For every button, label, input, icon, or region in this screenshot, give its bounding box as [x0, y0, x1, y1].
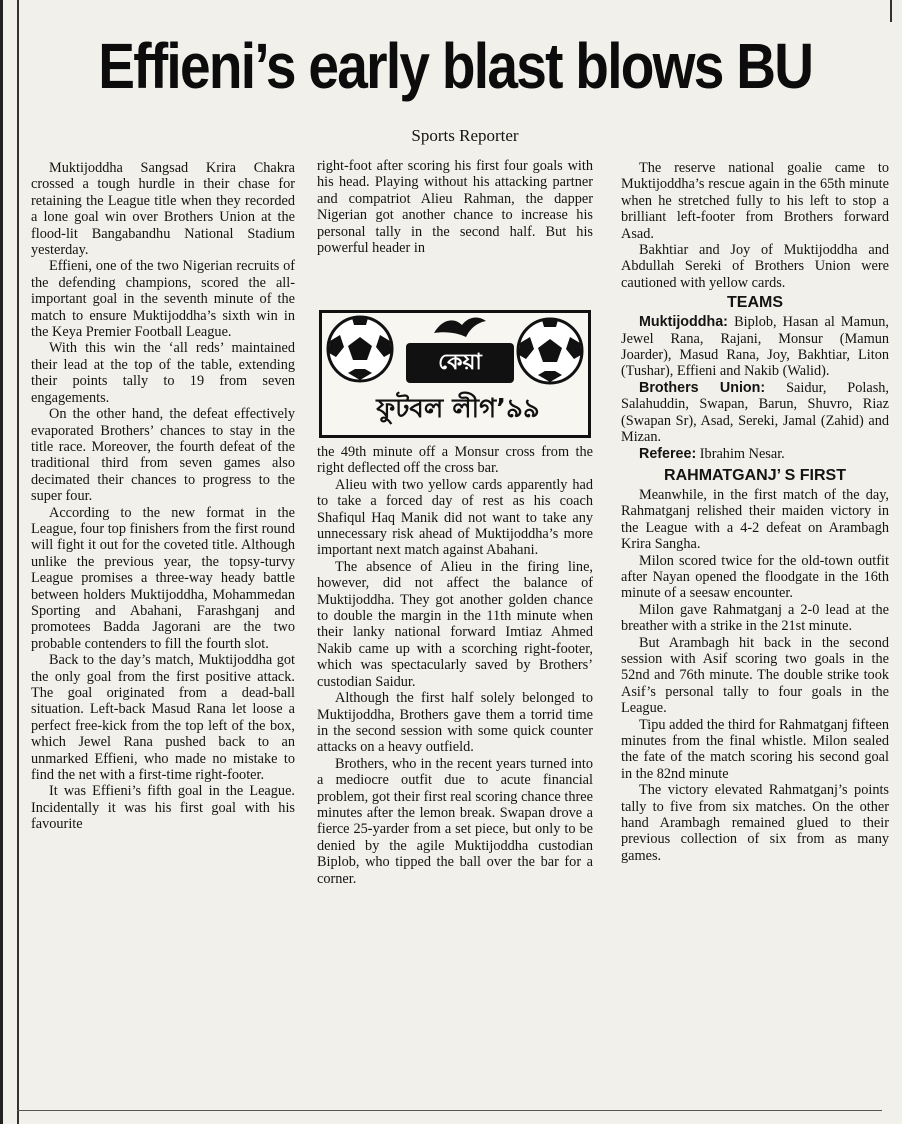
paragraph: Milon gave Rahmatganj a 2-0 lead at the breather with a strike in the 21st minute.	[621, 601, 889, 635]
paragraph: the 49th minute off a Monsur cross from the right deflected off the cross bar.	[317, 444, 593, 477]
paragraph: According to the new format in the League, four top finishers from the first round will fight it out for the coveted title. Although unlike the previous year, the topsy-turvy League promises a three-way heady battle between holders Muktijoddha, Mohammedan Sporting and Abahani, Farashganj and promotees Badda Jagorani are the two probable contenders to fill the fourth slot.	[31, 504, 295, 652]
keya-football-league-logo	[319, 310, 591, 438]
left-column-rule	[17, 0, 19, 1124]
teams-heading: TEAMS	[727, 294, 783, 312]
referee-name: Ibrahim Nesar.	[696, 445, 785, 462]
football-icon	[328, 316, 392, 381]
paragraph: It was Effieni’s fifth goal in the League. Incidentally it was his first goal with his favourite	[31, 783, 295, 833]
referee-line	[621, 446, 889, 462]
logo-league-text: ফুটবল লীগ’৯৯	[376, 394, 540, 424]
referee-label: Referee:	[639, 445, 697, 462]
paragraph: Meanwhile, in the first match of the day, Rahmatganj relished their maiden victory in the League with a 4-2 defeat on Arambagh Krira Sangha.	[621, 486, 889, 553]
paragraph: With this win the ‘all reds’ maintained their lead at the top of the table, extending their points tally to 19 from seven engagements.	[31, 340, 295, 406]
paragraph: The absence of Alieu in the firing line, however, did not affect the balance of Muktijoddha. They got another golden chance to double the margin in the 11th minute when their lanky national forward Imtiaz Ahmed Nakib came up with a scorching right-footer, which was spectacularly saved by Brothers’ custodian Saidur.	[317, 558, 593, 690]
team-brothers-union	[621, 380, 889, 446]
byline: Sports Reporter	[411, 126, 519, 145]
column-1	[31, 160, 295, 833]
paragraph: The victory elevated Rahmatganj’s points tally to five from six matches. On the other hand Arambagh remained glued to their previous collection of six from as many games.	[621, 782, 889, 864]
headline: Effieni’s early blast blows BU	[98, 30, 813, 102]
team-players: Saidur, Polash, Salahuddin, Swapan, Barun, Shuvro, Riaz (Swapan Sr), Asad, Sereki, Jamal (Zahid) and Mizan.	[621, 379, 890, 446]
paragraph: Although the first half solely belonged to Muktijoddha, Brothers gave them a torrid time in the second session with some quick counter attacks on a heavy outfield.	[317, 690, 593, 756]
paragraph: On the other hand, the defeat effectively evaporated Brothers’ chances to stay in the title race. Moreover, the fourth defeat of the traditional third from seven games also decimated their chances to progress to the super four.	[31, 406, 295, 505]
paragraph: Milon scored twice for the old-town outfit after Nayan opened the floodgate in the 16th minute of a seesaw encounter.	[621, 552, 889, 602]
paragraph: Alieu with two yellow cards apparently had to take a forced day of rest as his coach Shafiqul Haq Manik did not want to take any unnecessary risk ahead of Muktijoddha’s more important next match against Abahani.	[317, 476, 593, 559]
paragraph: The reserve national goalie came to Muktijoddha’s rescue again in the 65th minute when he stretched fully to his left to stop a brilliant left-footer from Brothers forward Asad.	[621, 160, 889, 242]
team-players: Biplob, Hasan al Mamun, Jewel Rana, Rajani, Monsur (Mamun Joarder), Masud Rana, Joy, Bakhtiar, Liton (Tushar), Effieni and Nakib (Walid).	[621, 314, 889, 380]
team-label: Muktijoddha:	[639, 314, 728, 331]
paragraph: Back to the day’s match, Muktijoddha got the only goal from the first positive attack. The goal originated from a dead-ball situation. Left-back Masud Rana let loose a perfect free-kick from the top left of the box, which Jewel Rana pushed back to an unmarked Effieni, who made no mistake to find the net with a first-time right-footer.	[31, 652, 295, 784]
logo-keya-text: কেয়া	[406, 343, 514, 383]
paragraph: Tipu added the third for Rahmatganj fifteen minutes from the final whistle. Milon sealed the fate of the match scoring his second goal in the 82nd minute	[621, 716, 889, 782]
column-2-bottom	[317, 444, 593, 887]
paragraph: Effieni, one of the two Nigerian recruits of the defending champions, scored the all-important goal in the seventh minute of the match to ensure Muktijoddha’s sixth win in the Keya Premier Football League.	[31, 258, 295, 341]
paragraph: But Arambagh hit back in the second session with Asif scoring two goals in the 52nd and 76th minute. The double strike took Asif’s personal tally to four goals in the League.	[621, 634, 889, 717]
paragraph: Bakhtiar and Joy of Muktijoddha and Abdullah Sereki of Brothers Union were cautioned with yellow cards.	[621, 242, 889, 291]
bird-icon	[434, 318, 486, 337]
rahmatganj-heading: RAHMATGANJ’ S FIRST	[664, 466, 846, 484]
paragraph: right-foot after scoring his first four goals with his head. Playing without his attacking partner and compatriot Alieu Rahman, the dapper Nigerian got another chance to increase his personal tally in the second half. But his powerful header in	[317, 158, 593, 257]
column-3	[621, 160, 889, 864]
column-2-top	[317, 158, 593, 256]
paragraph: Muktijoddha Sangsad Krira Chakra crossed a tough hurdle in their chase for retaining the League title when they recorded a lone goal win over Brothers Union at the flood-lit Bangabandhu National Stadium yesterday.	[31, 160, 295, 259]
bottom-rule	[17, 1110, 882, 1111]
team-label: Brothers Union:	[639, 379, 766, 396]
right-edge-rule	[890, 0, 892, 22]
paragraph: Brothers, who in the recent years turned into a mediocre outfit due to acute financial problem, got their first real scoring chance three minutes after the lemon break. Swapan drove a fierce 25-yarder from a set piece, but only to be denied by the agile Muktijoddha custodian Biplob, who tipped the ball over the bar for a corner.	[317, 755, 593, 887]
football-icon	[518, 318, 582, 383]
team-muktijoddha	[621, 314, 889, 380]
